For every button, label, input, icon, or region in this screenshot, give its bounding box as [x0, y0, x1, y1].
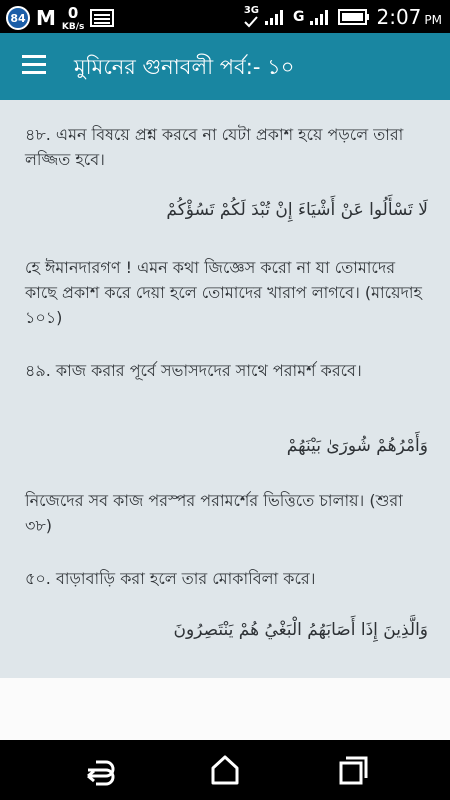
clock-ampm: PM [424, 12, 442, 27]
bottom-blank-area [0, 678, 450, 740]
network-g-label: G [292, 8, 305, 25]
status-right [244, 0, 442, 33]
arabic-verse-maidah-101: لَا تَسْأَلُوا عَنْ أَشْيَاءَ إِنْ تُبْدَ لَكُمْ تَسُؤْكُمْ [166, 200, 428, 220]
network-speed [62, 4, 84, 32]
speed-unit: KB/s [61, 22, 85, 32]
point-49-text: ৪৯. কাজ করার পূর্বে সভাসদদের সাথে পরামর্শ করবে। [25, 361, 362, 380]
image-icon [90, 9, 114, 27]
arabic-verse-shura-38: وَأَمْرُهُمْ شُورَىٰ بَيْنَهُمْ [286, 436, 428, 456]
article-content[interactable] [0, 100, 450, 678]
notification-badge-icon: 84 [6, 6, 30, 30]
g-signal-icon [310, 9, 332, 25]
translation-maidah-101: হে ঈমানদারগণ ! এমন কথা জিজ্ঞেস করো না যা তোমাদের কাছে প্রকাশ করে দেয়া হলে তোমাদের খারাপ লাগবে। (মায়েদাহ ১০১) [25, 258, 422, 327]
home-icon[interactable] [205, 754, 245, 786]
status-bar [0, 0, 450, 33]
clock [376, 5, 442, 29]
menu-icon[interactable] [22, 55, 46, 75]
point-50-text: ৫০. বাড়াবাড়ি করা হলে তার মোকাবিলা করে। [25, 569, 316, 588]
signal-icon [265, 9, 287, 25]
back-icon[interactable] [78, 754, 118, 786]
network-3g-label: 3G [243, 5, 259, 16]
battery-icon [338, 9, 370, 25]
point-48-text: ৪৮. এমন বিষয়ে প্রশ্ন করবে না যেটা প্রকাশ হয়ে পড়লে তারা লজ্জিত হবে। [25, 125, 404, 169]
status-left [6, 4, 114, 32]
recents-icon[interactable] [332, 754, 372, 786]
3g-check-icon [244, 5, 259, 28]
page-title: মুমিনের গুনাবলী পর্ব:- ১০ [74, 55, 295, 79]
navigation-bar [0, 740, 450, 800]
clock-time: 2:07 [376, 4, 422, 29]
translation-shura-38: নিজেদের সব কাজ পরস্পর পরামর্শের ভিত্তিতে চালায়। (শুরা ৩৮) [25, 491, 403, 535]
mail-app-icon: M [36, 6, 56, 30]
speed-value: 0 [67, 4, 79, 22]
arabic-verse-point-50: وَالَّذِينَ إِذَا أَصَابَهُمُ الْبَغْيُ هُمْ يَنْتَصِرُونَ [173, 620, 428, 640]
app-bar [0, 33, 450, 100]
